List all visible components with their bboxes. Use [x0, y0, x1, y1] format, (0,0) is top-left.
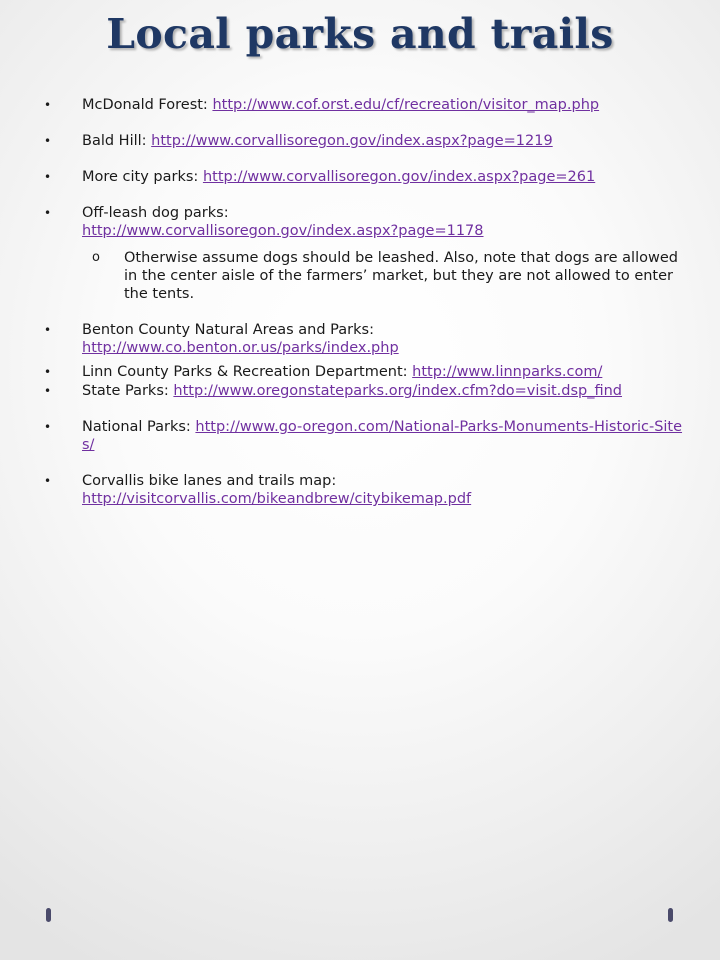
bullet-icon: •	[44, 420, 52, 434]
item-label: More city parks:	[82, 169, 203, 185]
list-item	[44, 204, 684, 303]
page-title: Local parks and trails	[106, 10, 614, 58]
list-item	[44, 418, 684, 454]
dog-note	[44, 249, 684, 303]
list-item	[44, 321, 684, 357]
right-corner-dot	[668, 908, 673, 922]
item-label: Linn County Parks & Recreation Department:	[82, 364, 413, 380]
list-item	[44, 168, 684, 186]
list-item	[44, 96, 684, 114]
note-text: Otherwise assume dogs should be leashed. Also, note that dogs are allowed in the center aisle of the farmers’ market, but they are not allowed to enter the tents.	[124, 250, 678, 302]
bike-map-link[interactable]: http://visitcorvallis.com/bikeandbrew/citybikemap.pdf	[82, 491, 472, 507]
bald-hill-link[interactable]: http://www.corvallisoregon.gov/index.aspx?page=1219	[151, 133, 553, 149]
item-label: National Parks:	[82, 419, 196, 435]
state-parks-link[interactable]: http://www.oregonstateparks.org/index.cfm?do=visit.dsp_find	[173, 383, 623, 399]
item-label: McDonald Forest:	[82, 97, 213, 113]
item-label: Bald Hill:	[82, 133, 152, 149]
bullet-icon: •	[44, 98, 52, 112]
sub-bullet-icon: o	[92, 250, 100, 265]
national-parks-link[interactable]: http://www.go-oregon.com/National-Parks-Monuments-Historic-Sites/	[82, 419, 683, 453]
bullet-icon: •	[44, 134, 52, 148]
left-corner-dot	[46, 908, 51, 922]
dog-parks-link[interactable]: http://www.corvallisoregon.gov/index.aspx?page=1178	[82, 223, 484, 239]
bullet-icon: •	[44, 474, 52, 488]
benton-county-link[interactable]: http://www.co.benton.or.us/parks/index.php	[82, 340, 399, 356]
list-item	[44, 472, 684, 508]
list-item	[44, 132, 684, 150]
bullet-icon: •	[44, 384, 52, 398]
list-item	[44, 363, 684, 381]
linn-county-link[interactable]: http://www.linnparks.com/	[412, 364, 603, 380]
item-label: Corvallis bike lanes and trails map:	[82, 473, 337, 489]
bullet-icon: •	[44, 206, 52, 220]
item-label: Off-leash dog parks:	[82, 205, 229, 221]
city-parks-link[interactable]: http://www.corvallisoregon.gov/index.aspx?page=261	[202, 169, 596, 185]
mcdonald-forest-link[interactable]: http://www.cof.orst.edu/cf/recreation/visitor_map.php	[212, 97, 600, 113]
item-label: Benton County Natural Areas and Parks:	[82, 322, 374, 338]
list-item	[44, 382, 684, 400]
link-list	[44, 96, 684, 508]
bullet-icon: •	[44, 170, 52, 184]
item-label: State Parks:	[82, 383, 174, 399]
bullet-icon: •	[44, 323, 52, 337]
bullet-icon: •	[44, 365, 52, 379]
